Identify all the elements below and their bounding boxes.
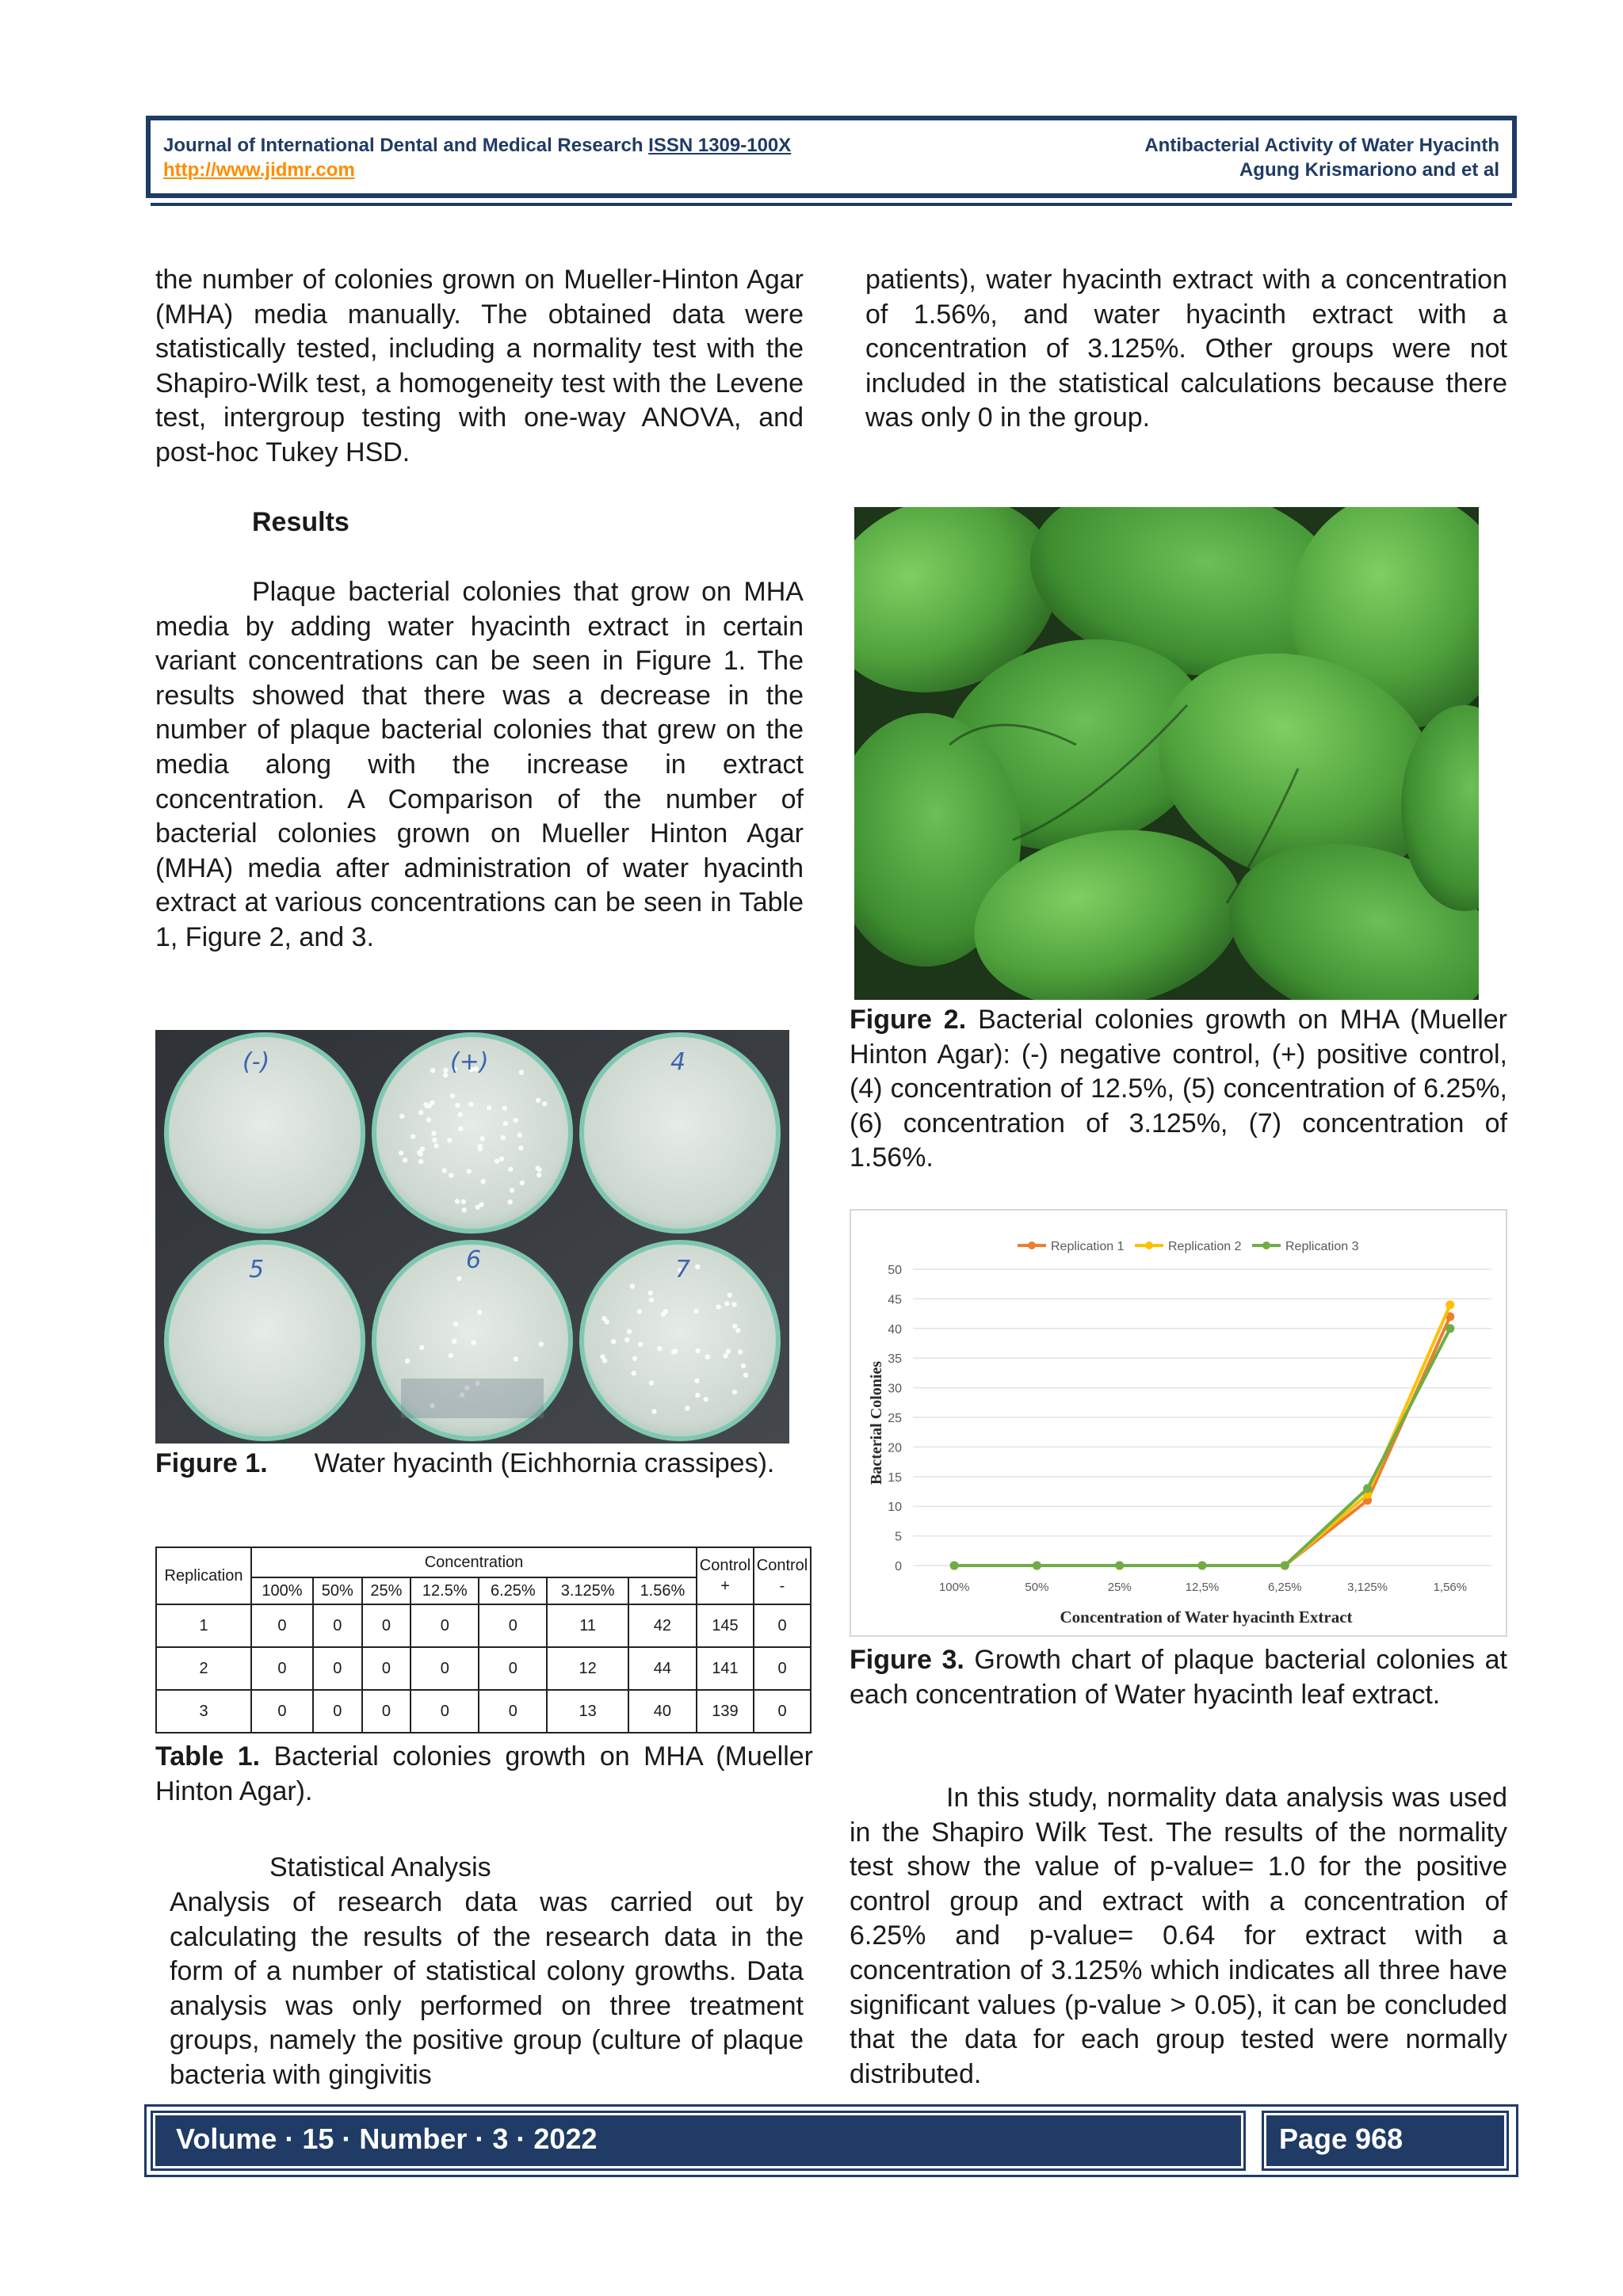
bacterial-colony-dot: [518, 1146, 523, 1150]
series-line: [954, 1317, 1450, 1566]
bacterial-colony-dot: [663, 1309, 668, 1314]
legend-label: Replication 3: [1285, 1240, 1359, 1253]
control-neg-cell: 0: [754, 1690, 811, 1733]
bacterial-colony-dot: [738, 1349, 743, 1354]
bacterial-colony-dot: [695, 1264, 700, 1269]
figure-1-image: [155, 1030, 789, 1444]
bacterial-colony-dot: [716, 1304, 720, 1309]
value-cell: 42: [628, 1604, 697, 1647]
plate-label-neg: (-): [242, 1048, 270, 1076]
petri-dishes-photo: [155, 1030, 789, 1444]
statistical-analysis-heading: Statistical Analysis: [269, 1852, 491, 1882]
bacterial-colony-dot: [449, 1173, 453, 1177]
bacterial-colony-dot: [631, 1371, 636, 1375]
figure-3-caption: [850, 1643, 1507, 1712]
bacterial-colony-dot: [477, 1144, 482, 1149]
value-cell: 0: [479, 1647, 547, 1690]
bacterial-colony-dot: [649, 1380, 654, 1385]
chart-legend: [1018, 1240, 1359, 1253]
bacterial-colony-dot: [467, 1169, 472, 1173]
bacterial-colony-dot: [671, 1349, 676, 1354]
bacterial-colony-dot: [630, 1283, 635, 1288]
value-cell: 0: [362, 1647, 411, 1690]
bacterial-colony-dot: [514, 1356, 518, 1361]
y-tick-label: 30: [888, 1382, 902, 1396]
value-cell: 0: [411, 1604, 479, 1647]
series-point: [1445, 1300, 1454, 1309]
bacterial-colony-dot: [452, 1339, 456, 1344]
bacterial-colony-dot: [537, 1173, 541, 1177]
bacterial-colony-dot: [611, 1339, 616, 1344]
bacterial-colony-dot: [726, 1348, 731, 1353]
bacterial-colony-dot: [455, 1103, 460, 1108]
bacterial-colony-dot: [536, 1098, 540, 1103]
bacterial-colony-dot: [471, 1340, 475, 1344]
value-cell: 0: [251, 1647, 313, 1690]
bacterial-colony-dot: [732, 1390, 737, 1394]
x-tick-label: 3,125%: [1347, 1581, 1388, 1594]
control-neg-cell: 0: [754, 1647, 811, 1690]
plate-label-6: 6: [466, 1246, 482, 1274]
page-footer: [144, 2104, 1518, 2177]
bacterial-colony-dot: [704, 1397, 708, 1402]
value-cell: 40: [628, 1690, 697, 1733]
control-pos-header: Control +: [697, 1547, 754, 1604]
bacterial-colony-dot: [433, 1143, 438, 1148]
concentration-col-header: 50%: [313, 1577, 362, 1604]
bacterial-colony-dot: [637, 1309, 642, 1314]
series-point: [950, 1562, 959, 1570]
bacterial-colony-dot: [461, 1199, 466, 1204]
figure-2-label: Figure 2.: [850, 1005, 967, 1035]
figure-2-caption: [850, 1003, 1507, 1176]
x-tick-label: 50%: [1025, 1581, 1049, 1594]
legend-marker: [1145, 1241, 1153, 1249]
y-tick-label: 35: [888, 1352, 902, 1367]
bacterial-colony-dot: [695, 1348, 700, 1353]
bacterial-colony-dot: [447, 1138, 452, 1142]
table-1-label: Table 1.: [155, 1741, 261, 1772]
legend-label: Replication 1: [1051, 1240, 1125, 1253]
bacterial-colony-dot: [694, 1379, 699, 1383]
chart-x-label: Concentration of Water hyacinth Extract: [1060, 1608, 1353, 1627]
y-tick-label: 0: [895, 1560, 902, 1573]
growth-line-chart: [851, 1211, 1506, 1635]
chart-series: [950, 1300, 1455, 1569]
bacterial-colony-dot: [468, 1102, 473, 1107]
y-tick-label: 15: [888, 1470, 902, 1485]
left-paragraph-3: Analysis of research data was carried out by calculating the results of the research data in the form of a number of statistical colony growths. Data analysis was only performed on three treatment groups, namely the positive group (culture of plaque bacteria with gingivitis: [170, 1887, 804, 2090]
bacterial-colony-dot: [495, 1158, 499, 1163]
value-cell: 0: [313, 1604, 362, 1647]
bacterial-colony-dot: [685, 1405, 689, 1410]
bacterial-colony-dot: [723, 1353, 727, 1358]
value-cell: 13: [547, 1690, 628, 1733]
bacterial-colony-dot: [651, 1409, 656, 1413]
bacterial-colony-dot: [430, 1068, 435, 1073]
bacterial-colony-dot: [510, 1188, 514, 1192]
figure-3-chart: [850, 1209, 1507, 1637]
table-1-text: Bacterial colonies growth on MHA (Mueller Hinton Agar).: [155, 1741, 813, 1806]
replication-cell: 2: [156, 1647, 251, 1690]
figure-2-text: Bacterial colonies growth on MHA (Mueller Hinton Agar): (-) negative control, (+) positive control, (4) concentration of 12.5%, (5) concentration of 6.25%, (6) concentration of 3.125%, (7) concentration of 1.56%.: [850, 1005, 1508, 1173]
bacterial-colony-dot: [648, 1291, 653, 1295]
bacterial-colony-dot: [443, 1068, 448, 1073]
bacterial-colony-dot: [477, 1310, 482, 1314]
bacterial-colony-dot: [418, 1110, 423, 1115]
x-tick-label: 6,25%: [1268, 1581, 1302, 1594]
bacterial-colony-dot: [517, 1132, 522, 1137]
value-cell: 0: [313, 1690, 362, 1733]
value-cell: 12: [547, 1647, 628, 1690]
bacterial-colony-dot: [411, 1134, 415, 1138]
control-pos-cell: 139: [697, 1690, 754, 1733]
control-neg-cell: 0: [754, 1604, 811, 1647]
concentration-col-header: 3.125%: [547, 1577, 628, 1604]
bacterial-colony-dot: [695, 1393, 700, 1398]
header-divider: [151, 203, 1512, 206]
bacterial-colony-dot: [462, 1207, 467, 1212]
y-tick-label: 45: [888, 1293, 902, 1307]
bacterial-colony-dot: [519, 1070, 524, 1074]
article-authors: Agung Krismariono and et al: [1239, 159, 1499, 181]
bacterial-colony-dot: [503, 1121, 508, 1126]
bacterial-colony-dot: [638, 1342, 643, 1347]
bacterial-colony-dot: [458, 1127, 463, 1131]
control-pos-cell: 141: [697, 1647, 754, 1690]
journal-url[interactable]: http://www.jidmr.com: [163, 159, 355, 181]
figure-2-image: [854, 507, 1479, 1000]
bacterial-colony-dot: [502, 1106, 507, 1111]
bacterial-colony-dot: [741, 1363, 746, 1368]
bacterial-colony-dot: [418, 1159, 423, 1164]
value-cell: 0: [362, 1690, 411, 1733]
control-pos-cell: 145: [697, 1604, 754, 1647]
table-row: [156, 1690, 811, 1733]
figure-3-label: Figure 3.: [850, 1645, 964, 1675]
bacterial-colony-dot: [649, 1298, 654, 1302]
bacterial-colony-dot: [426, 1117, 431, 1122]
concentration-col-header: 25%: [362, 1577, 411, 1604]
y-tick-label: 50: [888, 1264, 902, 1277]
bacterial-colony-dot: [501, 1135, 506, 1140]
series-line: [954, 1305, 1450, 1566]
value-cell: 0: [479, 1604, 547, 1647]
bacterial-colony-dot: [453, 1322, 458, 1326]
bacterial-colony-dot: [632, 1356, 637, 1361]
series-point: [1281, 1562, 1289, 1570]
concentration-col-header: 6.25%: [479, 1577, 547, 1604]
bacterial-colony-dot: [735, 1328, 740, 1333]
page-number: Page 968: [1264, 2113, 1507, 2168]
plate-label-7: 7: [675, 1256, 691, 1283]
legend-label: Replication 2: [1168, 1240, 1242, 1253]
replication-header: Replication: [156, 1547, 251, 1604]
bacterial-colony-dot: [508, 1167, 513, 1172]
table-1-caption: [155, 1740, 813, 1809]
bacterial-colony-dot: [537, 1167, 541, 1172]
bacterial-colony-dot: [601, 1316, 606, 1321]
bacterial-colony-dot: [423, 1102, 428, 1107]
concentration-col-header: 1.56%: [628, 1577, 697, 1604]
bacterial-colony-dot: [399, 1150, 403, 1155]
bacterial-colony-dot: [539, 1341, 544, 1346]
bacterial-colony-dot: [455, 1199, 460, 1203]
bacterial-colony-dot: [431, 1131, 436, 1135]
concentration-col-header: 12.5%: [411, 1577, 479, 1604]
series-point: [1363, 1484, 1372, 1493]
left-paragraph-1: the number of colonies grown on Mueller-Hinton Agar (MHA) media manually. The obtained data were statistically tested, including a normality test with the Shapiro-Wilk test, a homogeneity test with the Levene test, intergroup testing with one-way ANOVA, and post-hoc Tukey HSD.: [155, 265, 804, 467]
figure-3-text: Growth chart of plaque bacterial colonies at each concentration of Water hyacinth leaf extract.: [850, 1645, 1507, 1710]
bacterial-colony-dot: [450, 1093, 455, 1098]
bacterial-colony-dot: [732, 1324, 737, 1329]
bacterial-colony-dot: [443, 1073, 448, 1077]
chart-y-label: Bacterial Colonies: [868, 1360, 885, 1486]
bacterial-colony-dot: [507, 1199, 512, 1204]
bacterial-colony-dot: [418, 1151, 423, 1156]
bacterial-colony-dot: [724, 1301, 729, 1306]
value-cell: 11: [547, 1604, 628, 1647]
bacterial-colony-dot: [432, 1138, 437, 1142]
x-tick-label: 12,5%: [1185, 1581, 1220, 1594]
bacterial-colony-dot: [705, 1354, 710, 1359]
value-cell: 0: [479, 1690, 547, 1733]
results-heading: Results: [252, 507, 349, 537]
replication-cell: 3: [156, 1690, 251, 1733]
left-paragraph-2: Plaque bacterial colonies that grow on MHA media by adding water hyacinth extract in certain variant concentrations can be seen in Figure 1. The results showed that there was a decrease in the number of plaque bacterial colonies that grew on the media along with the increase in extract concentration. A Comparison of the number of bacterial colonies grown on Mueller Hinton Agar (MHA) media after administration of water hyacinth extract at various concentrations can be seen in Table 1, Figure 2, and 3.: [155, 577, 804, 952]
y-tick-label: 10: [888, 1501, 902, 1515]
chart-y-ticks: [888, 1264, 902, 1573]
series-point: [1198, 1562, 1207, 1570]
table-row: [156, 1604, 811, 1647]
figure-1-label: Figure 1.: [155, 1448, 268, 1478]
bacterial-colony-dot: [487, 1105, 491, 1110]
value-cell: 0: [251, 1604, 313, 1647]
bacterial-colony-dot: [542, 1101, 547, 1106]
bacterial-colony-dot: [727, 1293, 732, 1298]
series-point: [1445, 1324, 1454, 1333]
bacterial-colony-dot: [456, 1276, 461, 1281]
bacterial-colony-dot: [743, 1373, 748, 1378]
legend-marker: [1262, 1241, 1270, 1249]
plate-label-4: 4: [670, 1048, 686, 1076]
y-tick-label: 40: [888, 1322, 902, 1337]
bacterial-colony-dot: [479, 1202, 483, 1207]
bacterial-colony-dot: [693, 1309, 698, 1314]
bacterial-colony-dot: [479, 1136, 484, 1141]
x-tick-label: 100%: [938, 1581, 970, 1594]
plate-label-5: 5: [249, 1256, 265, 1283]
concentration-header: Concentration: [251, 1547, 697, 1577]
bacterial-colony-dot: [480, 1179, 485, 1184]
y-tick-label: 20: [888, 1441, 902, 1455]
y-tick-label: 25: [888, 1412, 902, 1425]
right-paragraph-2: In this study, normality data analysis was used in the Shapiro Wilk Test. The results of the normality test show the value of p-value= 1.0 for the positive control group and extract with a concentration of 6.25% and p-value= 0.64 for extract with a concentration of 3.125% which indicates all three have significant values (p-value > 0.05), it can be concluded that the data for each group tested were normally distributed.: [850, 1783, 1507, 2089]
series-point: [1115, 1562, 1124, 1570]
bacterial-colony-dot: [442, 1168, 447, 1173]
chart-x-ticks: [939, 1581, 1467, 1594]
journal-issn[interactable]: ISSN 1309-100X: [648, 135, 792, 156]
legend-marker: [1028, 1241, 1036, 1249]
table-header-row-1: [156, 1547, 811, 1577]
bacterial-colony-dot: [624, 1337, 629, 1342]
value-cell: 0: [411, 1647, 479, 1690]
control-neg-header: Control -: [754, 1547, 811, 1604]
table-row: [156, 1647, 811, 1690]
bacterial-colony-dot: [514, 1118, 518, 1123]
bacterial-colony-dot: [520, 1180, 525, 1185]
plate-label-pos: (+): [450, 1048, 489, 1076]
series-point: [1033, 1562, 1041, 1570]
bacterial-colony-dot: [449, 1353, 453, 1358]
figure-1-text: Water hyacinth (Eichhornia crassipes).: [314, 1448, 775, 1478]
bacterial-colony-dot: [403, 1158, 407, 1162]
bacterial-colony-dot: [419, 1345, 424, 1350]
bacterial-colony-dot: [420, 1146, 425, 1151]
bacterial-colony-dot: [499, 1157, 504, 1161]
journal-name: Journal of International Dental and Medical Research: [163, 135, 643, 156]
volume-info: Volume · 15 · Number · 3 · 2022: [153, 2113, 1243, 2168]
replication-cell: 1: [156, 1604, 251, 1647]
figure-1-caption: [155, 1447, 804, 1482]
value-cell: 44: [628, 1647, 697, 1690]
water-hyacinth-photo: [854, 507, 1479, 1000]
article-title: Antibacterial Activity of Water Hyacinth: [1144, 135, 1499, 156]
journal-header: [146, 116, 1517, 198]
bacterial-colony-dot: [731, 1302, 736, 1306]
value-cell: 0: [411, 1690, 479, 1733]
x-tick-label: 1,56%: [1433, 1581, 1468, 1594]
y-tick-label: 5: [895, 1530, 902, 1544]
bacterial-colony-dot: [399, 1114, 404, 1119]
bacterial-colony-dot: [600, 1354, 605, 1359]
bacterial-colony-dot: [458, 1112, 463, 1117]
concentration-col-header: 100%: [251, 1577, 313, 1604]
value-cell: 0: [362, 1604, 411, 1647]
bacterial-colony-dot: [627, 1329, 632, 1333]
bacterial-colony-dot: [657, 1346, 662, 1351]
x-tick-label: 25%: [1107, 1581, 1132, 1594]
table-1: [155, 1547, 812, 1733]
right-paragraph-1: patients), water hyacinth extract with a concentration of 1.56%, and water hyacinth extract with a concentration of 3.125%. Other groups were not included in the statistical calculations because there was only 0 in the group.: [865, 265, 1507, 433]
bacterial-colony-dot: [430, 1100, 434, 1105]
value-cell: 0: [251, 1690, 313, 1733]
bacterial-colony-dot: [405, 1359, 410, 1363]
value-cell: 0: [313, 1647, 362, 1690]
